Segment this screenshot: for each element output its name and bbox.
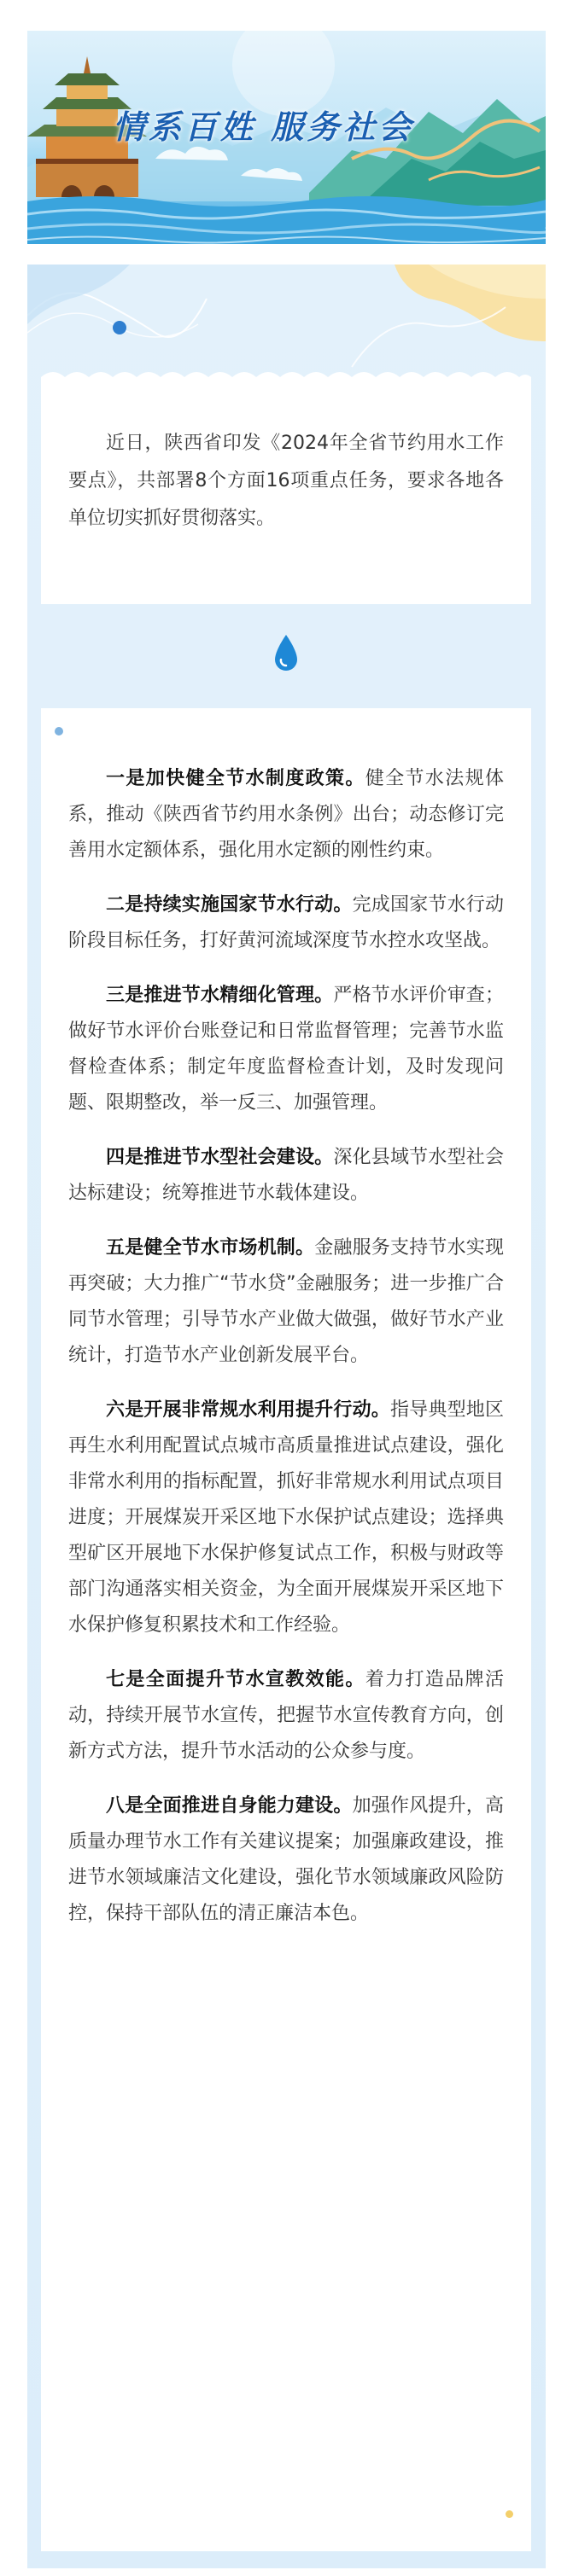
banner-title: 情系百姓 服务社会 [113,108,415,146]
task-item [68,978,504,1121]
task-heading: 三是推进节水精细化管理。 [106,985,334,1006]
task-heading: 二是持续实施国家节水行动。 [106,894,353,916]
decorative-header-graphics [27,265,546,384]
task-list [68,761,504,1951]
task-heading: 八是全面推进自身能力建设。 [106,1795,353,1817]
task-body: 着力打造品牌活动，持续开展节水宣传，把握节水宣传教育方向，创新方式方法，提升节水活动的公众参与度。 [68,1669,504,1762]
scalloped-edge [41,367,531,384]
task-body: 健全节水法规体系，推动《陕西省节约用水条例》出台；动态修订完善用水定额体系，强化用水定额的刚性约束。 [68,768,504,861]
task-body: 严格节水评价审查；做好节水评价台账登记和日常监督管理；完善节水监督检查体系；制定年度监督检查计划，及时发现问题、限期整改，举一反三、加强管理。 [68,985,504,1114]
task-item [68,1140,504,1212]
task-heading: 六是开展非常规水利用提升行动。 [106,1399,390,1421]
task-body: 金融服务支持节水实现再突破；大力推广“节水贷”金融服务；进一步推广合同节水管理；引导节水产业做大做强，做好节水产业统计，打造节水产业创新发展平台。 [68,1237,504,1366]
task-item [68,1230,504,1374]
decorative-dot [506,2510,513,2518]
task-heading: 一是加快健全节水制度政策。 [106,768,365,789]
article-card [27,265,546,2568]
water-drop-icon [273,633,299,674]
task-body: 完成国家节水行动阶段目标任务，打好黄河流域深度节水控水攻坚战。 [68,894,504,951]
task-heading: 四是推进节水型社会建设。 [106,1147,334,1168]
header-banner [27,31,546,244]
task-item [68,1662,504,1770]
task-item [68,761,504,869]
task-heading: 七是全面提升节水宣教效能。 [106,1669,365,1690]
decorative-dot [55,727,63,736]
intro-paragraph: 近日，陕西省印发《2024年全省节约用水工作要点》，共部署8个方面16项重点任务，要求各地各单位切实抓好贯彻落实。 [68,433,504,529]
task-body: 指导典型地区再生水利用配置试点城市高质量推进试点建设，强化非常水利用的指标配置，抓好非常规水利用试点项目进度；开展煤炭开采区地下水保护试点建设；选择典型矿区开展地下水保护修复试点工作，积极与财政等部门沟通落实相关资金，为全面开展煤炭开采区地下水保护修复积累技术和工作经验。 [68,1399,504,1636]
task-body: 加强作风提升，高质量办理节水工作有关建议提案；加强廉政建设，推进节水领域廉洁文化建设，强化节水领域廉政风险防控，保持干部队伍的清正廉洁本色。 [68,1795,504,1924]
task-item [68,1393,504,1643]
task-body: 深化县域节水型社会达标建设；统筹推进节水载体建设。 [68,1147,504,1204]
task-item [68,887,504,959]
task-heading: 五是健全节水市场机制。 [106,1237,315,1259]
task-item [68,1788,504,1932]
